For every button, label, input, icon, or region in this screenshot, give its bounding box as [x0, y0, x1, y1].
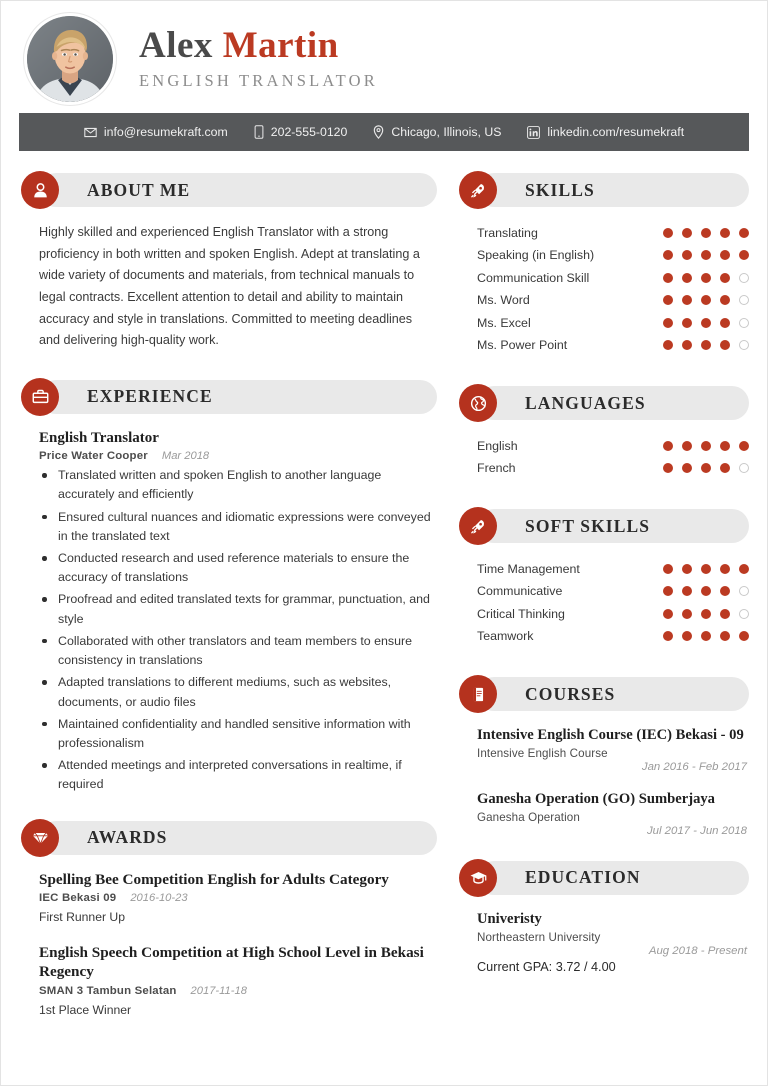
contact-email[interactable]	[84, 125, 228, 139]
rating-dot	[682, 295, 692, 305]
rating-dot	[720, 228, 730, 238]
award-meta	[39, 892, 437, 904]
skill-rating	[663, 340, 749, 350]
resume-header	[1, 1, 767, 113]
rating-dot	[701, 441, 711, 451]
first-name: Alex	[139, 25, 213, 67]
rating-dot	[739, 609, 749, 619]
rating-dot	[663, 631, 673, 641]
award-entry	[21, 870, 437, 927]
award-org: IEC Bekasi 09	[39, 892, 117, 905]
awards-header	[21, 819, 437, 857]
rating-dot	[701, 228, 711, 238]
avatar	[27, 16, 113, 102]
skill-rating	[663, 228, 749, 238]
languages-header	[459, 384, 749, 422]
soft-skills-header	[459, 507, 749, 545]
education-degree: Univeristy	[477, 910, 542, 927]
rating-dot	[720, 318, 730, 328]
skill-label: Ms. Excel	[477, 315, 531, 330]
rating-dot	[720, 295, 730, 305]
skill-rating	[663, 318, 749, 328]
contact-location[interactable]	[373, 125, 501, 139]
rating-dot	[682, 564, 692, 574]
list-item	[477, 626, 749, 648]
experience-company: Price Water Cooper	[39, 450, 148, 463]
list-item: Conducted research and used reference materials to ensure the accuracy of translations	[39, 549, 437, 587]
award-note: 1st Place Winner	[39, 1003, 132, 1018]
right-column	[449, 171, 749, 1039]
experience-date: Mar 2018	[161, 450, 210, 463]
rating-dot	[701, 318, 711, 328]
skill-rating	[663, 250, 749, 260]
language-rating	[663, 441, 749, 451]
rating-dot	[701, 609, 711, 619]
section-education	[459, 859, 749, 974]
soft-skill-rating	[663, 586, 749, 596]
rating-dot	[720, 609, 730, 619]
rating-dot	[682, 273, 692, 283]
skill-label: Translating	[477, 225, 538, 240]
about-me-header	[21, 171, 437, 209]
education-school: Northeastern University	[477, 930, 601, 944]
award-date: 2017-11-18	[190, 985, 247, 998]
education-gpa: Current GPA: 3.72 / 4.00	[477, 959, 616, 974]
list-item	[477, 312, 749, 334]
globe-icon	[459, 384, 497, 422]
rating-dot	[663, 273, 673, 283]
rating-dot	[739, 463, 749, 473]
section-about-me	[21, 171, 437, 352]
contact-linkedin[interactable]	[527, 125, 684, 139]
left-column	[21, 171, 449, 1039]
about-me-title: ABOUT ME	[87, 179, 191, 200]
skill-label: Ms. Power Point	[477, 338, 568, 353]
skills-header	[459, 171, 749, 209]
rating-dot	[682, 609, 692, 619]
course-org: Intensive English Course	[477, 746, 608, 760]
rating-dot	[739, 295, 749, 305]
list-item	[477, 435, 749, 457]
job-title: ENGLISH TRANSLATOR	[139, 70, 378, 90]
profile-photo-icon	[27, 16, 113, 102]
experience-role: English Translator	[39, 429, 159, 446]
rating-dot	[682, 340, 692, 350]
rating-dot	[701, 295, 711, 305]
rating-dot	[663, 228, 673, 238]
rating-dot	[720, 273, 730, 283]
contact-bar	[19, 113, 749, 151]
soft-skill-label: Teamwork	[477, 629, 534, 644]
graduation-cap-icon	[459, 859, 497, 897]
skill-rating	[663, 295, 749, 305]
list-item: Attended meetings and interpreted conversations in realtime, if required	[39, 756, 437, 794]
list-item: Ensured cultural nuances and idiomatic expressions were conveyed in the translated text	[39, 508, 437, 546]
email-icon	[84, 126, 97, 139]
education-pill	[477, 861, 749, 895]
rating-dot	[720, 250, 730, 260]
list-item	[477, 267, 749, 289]
rating-dot	[701, 273, 711, 283]
rating-dot	[739, 631, 749, 641]
contact-linkedin-text: linkedin.com/resumekraft	[547, 125, 685, 139]
language-label: French	[477, 461, 516, 476]
course-date: Jul 2017 - Jun 2018	[646, 824, 747, 837]
awards-pill	[39, 821, 437, 855]
rating-dot	[663, 295, 673, 305]
rating-dot	[682, 228, 692, 238]
awards-title: AWARDS	[87, 827, 168, 848]
experience-bullets	[39, 466, 437, 795]
rating-dot	[682, 463, 692, 473]
soft-skill-rating	[663, 609, 749, 619]
rating-dot	[720, 631, 730, 641]
linkedin-icon	[527, 126, 540, 139]
phone-icon	[254, 125, 264, 139]
rocket-icon	[459, 171, 497, 209]
award-entry	[21, 943, 437, 1020]
name-block	[139, 27, 378, 90]
list-item	[477, 335, 749, 357]
rating-dot	[701, 564, 711, 574]
contact-phone-text: 202-555-0120	[270, 125, 348, 139]
skill-label: Communication Skill	[477, 270, 590, 285]
award-org: SMAN 3 Tambun Selatan	[39, 985, 177, 998]
soft-skills-pill	[477, 509, 749, 543]
rating-dot	[701, 586, 711, 596]
skill-label: Ms. Word	[477, 293, 530, 308]
rating-dot	[663, 586, 673, 596]
experience-meta	[39, 450, 437, 462]
list-item	[477, 581, 749, 603]
rating-dot	[663, 463, 673, 473]
skill-rating	[663, 273, 749, 283]
book-icon	[459, 675, 497, 713]
list-item	[477, 290, 749, 312]
rating-dot	[720, 564, 730, 574]
about-me-pill	[39, 173, 437, 207]
list-item: Translated written and spoken English to another language accurately and efficiently	[39, 466, 437, 504]
soft-skill-label: Critical Thinking	[477, 606, 565, 621]
section-courses	[459, 675, 749, 837]
award-title: English Speech Competition at High School Level in Bekasi Regency	[39, 943, 424, 981]
contact-phone[interactable]	[254, 125, 348, 139]
education-date: Aug 2018 - Present	[648, 944, 747, 957]
section-experience	[21, 378, 437, 795]
rating-dot	[739, 340, 749, 350]
rating-dot	[701, 463, 711, 473]
skills-title: SKILLS	[525, 179, 595, 200]
rocket-icon	[459, 507, 497, 545]
list-item: Proofread and edited translated texts for grammar, punctuation, and style	[39, 590, 437, 628]
award-title: Spelling Bee Competition English for Adults Category	[39, 870, 389, 888]
language-rating	[663, 463, 749, 473]
skill-label: Speaking (in English)	[477, 248, 595, 263]
course-entry	[459, 790, 749, 837]
experience-entry	[21, 429, 437, 795]
diamond-icon	[21, 819, 59, 857]
skills-list	[459, 222, 749, 356]
rating-dot	[720, 441, 730, 451]
experience-title: EXPERIENCE	[87, 386, 213, 407]
rating-dot	[682, 631, 692, 641]
contact-email-text: info@resumekraft.com	[103, 125, 228, 139]
rating-dot	[682, 441, 692, 451]
briefcase-icon	[21, 378, 59, 416]
contact-location-text: Chicago, Illinois, US	[391, 125, 502, 139]
rating-dot	[739, 441, 749, 451]
soft-skill-rating	[663, 564, 749, 574]
rating-dot	[663, 250, 673, 260]
languages-list	[459, 435, 749, 479]
rating-dot	[739, 564, 749, 574]
award-date: 2016-10-23	[130, 892, 188, 905]
rating-dot	[739, 273, 749, 283]
experience-header	[21, 378, 437, 416]
award-meta	[39, 985, 437, 997]
section-skills	[459, 171, 749, 356]
education-title: EDUCATION	[525, 867, 641, 888]
rating-dot	[720, 340, 730, 350]
experience-pill	[39, 380, 437, 414]
course-date: Jan 2016 - Feb 2017	[641, 760, 747, 773]
language-label: English	[477, 438, 518, 453]
award-note: First Runner Up	[39, 910, 126, 925]
courses-header	[459, 675, 749, 713]
soft-skills-list	[459, 558, 749, 647]
list-item	[477, 603, 749, 625]
soft-skills-title: SOFT SKILLS	[525, 515, 651, 536]
rating-dot	[663, 564, 673, 574]
rating-dot	[720, 463, 730, 473]
location-icon	[373, 125, 384, 139]
education-header	[459, 859, 749, 897]
course-entry	[459, 726, 749, 773]
rating-dot	[682, 586, 692, 596]
resume-body	[1, 151, 767, 1039]
course-title: Ganesha Operation (GO) Sumberjaya	[477, 790, 715, 807]
list-item: Adapted translations to different mediums, such as websites, documents, or audio files	[39, 673, 437, 711]
rating-dot	[739, 586, 749, 596]
rating-dot	[720, 586, 730, 596]
list-item	[477, 558, 749, 580]
rating-dot	[663, 441, 673, 451]
list-item: Collaborated with other translators and team members to ensure consistency in translations	[39, 632, 437, 670]
list-item	[477, 245, 749, 267]
soft-skill-label: Time Management	[477, 561, 580, 576]
rating-dot	[739, 250, 749, 260]
languages-pill	[477, 386, 749, 420]
rating-dot	[701, 631, 711, 641]
list-item: Maintained confidentiality and handled sensitive information with professionalism	[39, 715, 437, 753]
skills-pill	[477, 173, 749, 207]
rating-dot	[701, 340, 711, 350]
section-languages	[459, 384, 749, 479]
education-entry	[459, 910, 749, 974]
rating-dot	[739, 228, 749, 238]
full-name	[139, 27, 378, 65]
person-icon	[21, 171, 59, 209]
list-item	[477, 222, 749, 244]
courses-pill	[477, 677, 749, 711]
last-name: Martin	[222, 25, 339, 67]
course-title: Intensive English Course (IEC) Bekasi - 09	[477, 727, 744, 743]
rating-dot	[663, 340, 673, 350]
list-item	[477, 458, 749, 480]
rating-dot	[663, 609, 673, 619]
rating-dot	[682, 318, 692, 328]
soft-skill-rating	[663, 631, 749, 641]
course-org: Ganesha Operation	[477, 810, 580, 824]
languages-title: LANGUAGES	[525, 392, 646, 413]
rating-dot	[701, 250, 711, 260]
rating-dot	[663, 318, 673, 328]
soft-skill-label: Communicative	[477, 584, 563, 599]
rating-dot	[739, 318, 749, 328]
section-soft-skills	[459, 507, 749, 647]
about-me-text: Highly skilled and experienced English Translator with a strong proficiency in both written and spoken English. Adept at translating a wide variety of documents and materials, from technical manuals to legal contracts. Excellent attention to detail and ability to maintain accuracy and style in translations. Committed to meeting deadlines and delivering high-quality work.	[39, 225, 420, 348]
courses-title: COURSES	[525, 683, 616, 704]
section-awards	[21, 819, 437, 1020]
rating-dot	[682, 250, 692, 260]
